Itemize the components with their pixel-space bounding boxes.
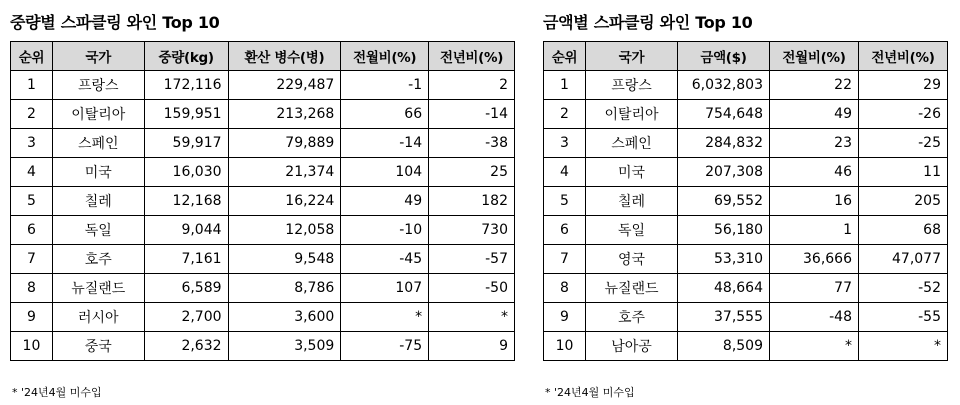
table-row bbox=[11, 303, 515, 332]
table-cell: 뉴질랜드 bbox=[586, 274, 678, 303]
table-row bbox=[11, 187, 515, 216]
table-row bbox=[544, 187, 948, 216]
table-cell: 29 bbox=[859, 71, 948, 100]
table-cell: 77 bbox=[770, 274, 859, 303]
table-cell: -55 bbox=[859, 303, 948, 332]
table-cell: 205 bbox=[859, 187, 948, 216]
table-cell: 뉴질랜드 bbox=[52, 274, 144, 303]
footnote: * '24년4월 미수입 bbox=[545, 386, 635, 399]
column-header: 전월비(%) bbox=[341, 42, 429, 71]
table-cell: -50 bbox=[429, 274, 515, 303]
table-cell: 107 bbox=[341, 274, 429, 303]
table-row bbox=[544, 303, 948, 332]
table-row bbox=[11, 71, 515, 100]
table-cell: 2 bbox=[544, 100, 586, 129]
table-row bbox=[11, 216, 515, 245]
table-cell: 2 bbox=[11, 100, 53, 129]
table-cell: 56,180 bbox=[678, 216, 770, 245]
table-cell: 6,589 bbox=[144, 274, 228, 303]
table-row bbox=[544, 245, 948, 274]
table-row bbox=[544, 332, 948, 361]
amount-ranking-table bbox=[543, 41, 948, 361]
table-cell: 프랑스 bbox=[586, 71, 678, 100]
table-cell: 7,161 bbox=[144, 245, 228, 274]
table-row bbox=[11, 245, 515, 274]
table-cell: 5 bbox=[11, 187, 53, 216]
table-row bbox=[544, 158, 948, 187]
table-cell: 3,509 bbox=[228, 332, 341, 361]
table-cell: 12,058 bbox=[228, 216, 341, 245]
table-cell: 730 bbox=[429, 216, 515, 245]
table-cell: 중국 bbox=[52, 332, 144, 361]
table-cell: 8 bbox=[11, 274, 53, 303]
column-header: 순위 bbox=[544, 42, 586, 71]
weight-ranking-table bbox=[10, 41, 515, 361]
weight-table-title: 중량별 스파클링 와인 Top 10 bbox=[10, 13, 220, 32]
table-cell: 4 bbox=[544, 158, 586, 187]
table-cell: 9 bbox=[11, 303, 53, 332]
column-header: 국가 bbox=[52, 42, 144, 71]
table-cell: 칠레 bbox=[52, 187, 144, 216]
table-cell: 79,889 bbox=[228, 129, 341, 158]
table-row bbox=[544, 129, 948, 158]
table-row bbox=[11, 158, 515, 187]
table-cell: 미국 bbox=[52, 158, 144, 187]
table-cell: 59,917 bbox=[144, 129, 228, 158]
table-cell: 미국 bbox=[586, 158, 678, 187]
table-cell: 이탈리아 bbox=[52, 100, 144, 129]
table-cell: -75 bbox=[341, 332, 429, 361]
table-cell: 69,552 bbox=[678, 187, 770, 216]
table-cell: 7 bbox=[11, 245, 53, 274]
column-header: 전년비(%) bbox=[859, 42, 948, 71]
table-cell: * bbox=[429, 303, 515, 332]
table-cell: * bbox=[770, 332, 859, 361]
table-cell: 스페인 bbox=[52, 129, 144, 158]
table-cell: 10 bbox=[544, 332, 586, 361]
table-cell: 2,632 bbox=[144, 332, 228, 361]
table-cell: -45 bbox=[341, 245, 429, 274]
table-cell: 6 bbox=[544, 216, 586, 245]
table-cell: 9 bbox=[429, 332, 515, 361]
table-cell: 16,030 bbox=[144, 158, 228, 187]
table-row bbox=[544, 71, 948, 100]
table-cell: 1 bbox=[11, 71, 53, 100]
table-cell: 68 bbox=[859, 216, 948, 245]
table-cell: -48 bbox=[770, 303, 859, 332]
table-cell: 21,374 bbox=[228, 158, 341, 187]
table-cell: -52 bbox=[859, 274, 948, 303]
table-cell: 104 bbox=[341, 158, 429, 187]
table-cell: 6 bbox=[11, 216, 53, 245]
table-cell: 프랑스 bbox=[52, 71, 144, 100]
table-cell: 9,044 bbox=[144, 216, 228, 245]
table-cell: 남아공 bbox=[586, 332, 678, 361]
table-cell: 이탈리아 bbox=[586, 100, 678, 129]
table-cell: 207,308 bbox=[678, 158, 770, 187]
table-cell: -10 bbox=[341, 216, 429, 245]
table-cell: 49 bbox=[770, 100, 859, 129]
column-header: 환산 병수(병) bbox=[228, 42, 341, 71]
table-cell: -25 bbox=[859, 129, 948, 158]
table-cell: 47,077 bbox=[859, 245, 948, 274]
footnote: * '24년4월 미수입 bbox=[12, 386, 102, 399]
table-cell: -57 bbox=[429, 245, 515, 274]
table-cell: 호주 bbox=[586, 303, 678, 332]
table-cell: 25 bbox=[429, 158, 515, 187]
table-header-row bbox=[11, 42, 515, 71]
table-row bbox=[544, 274, 948, 303]
column-header: 순위 bbox=[11, 42, 53, 71]
table-cell: 284,832 bbox=[678, 129, 770, 158]
table-cell: 1 bbox=[770, 216, 859, 245]
table-cell: 11 bbox=[859, 158, 948, 187]
table-cell: 159,951 bbox=[144, 100, 228, 129]
column-header: 금액($) bbox=[678, 42, 770, 71]
table-cell: 6,032,803 bbox=[678, 71, 770, 100]
table-cell: 호주 bbox=[52, 245, 144, 274]
table-cell: * bbox=[341, 303, 429, 332]
table-cell: 스페인 bbox=[586, 129, 678, 158]
table-cell: 16,224 bbox=[228, 187, 341, 216]
table-cell: 213,268 bbox=[228, 100, 341, 129]
column-header: 전년비(%) bbox=[429, 42, 515, 71]
table-cell: 16 bbox=[770, 187, 859, 216]
table-cell: 53,310 bbox=[678, 245, 770, 274]
table-row bbox=[11, 129, 515, 158]
table-cell: -1 bbox=[341, 71, 429, 100]
table-cell: * bbox=[859, 332, 948, 361]
table-cell: 48,664 bbox=[678, 274, 770, 303]
table-cell: 칠레 bbox=[586, 187, 678, 216]
table-cell: 182 bbox=[429, 187, 515, 216]
table-cell: 9 bbox=[544, 303, 586, 332]
table-cell: 영국 bbox=[586, 245, 678, 274]
table-cell: 9,548 bbox=[228, 245, 341, 274]
table-row bbox=[544, 100, 948, 129]
table-cell: 172,116 bbox=[144, 71, 228, 100]
table-cell: 12,168 bbox=[144, 187, 228, 216]
table-cell: 5 bbox=[544, 187, 586, 216]
table-cell: -14 bbox=[429, 100, 515, 129]
table-cell: 8,786 bbox=[228, 274, 341, 303]
table-row bbox=[11, 274, 515, 303]
table-cell: 8 bbox=[544, 274, 586, 303]
table-cell: 3,600 bbox=[228, 303, 341, 332]
column-header: 전월비(%) bbox=[770, 42, 859, 71]
table-cell: -26 bbox=[859, 100, 948, 129]
table-cell: 754,648 bbox=[678, 100, 770, 129]
table-cell: 3 bbox=[11, 129, 53, 158]
table-cell: 독일 bbox=[52, 216, 144, 245]
table-cell: 22 bbox=[770, 71, 859, 100]
column-header: 국가 bbox=[586, 42, 678, 71]
table-cell: -14 bbox=[341, 129, 429, 158]
table-cell: 8,509 bbox=[678, 332, 770, 361]
table-cell: 2,700 bbox=[144, 303, 228, 332]
table-cell: 1 bbox=[544, 71, 586, 100]
column-header: 중량(kg) bbox=[144, 42, 228, 71]
table-cell: 3 bbox=[544, 129, 586, 158]
table-cell: 229,487 bbox=[228, 71, 341, 100]
table-cell: 2 bbox=[429, 71, 515, 100]
table-cell: 49 bbox=[341, 187, 429, 216]
table-cell: 37,555 bbox=[678, 303, 770, 332]
table-cell: 46 bbox=[770, 158, 859, 187]
table-cell: 66 bbox=[341, 100, 429, 129]
table-cell: 23 bbox=[770, 129, 859, 158]
amount-table-title: 금액별 스파클링 와인 Top 10 bbox=[543, 13, 753, 32]
table-header-row bbox=[544, 42, 948, 71]
table-cell: 독일 bbox=[586, 216, 678, 245]
table-cell: 7 bbox=[544, 245, 586, 274]
table-cell: 4 bbox=[11, 158, 53, 187]
table-cell: 10 bbox=[11, 332, 53, 361]
table-row bbox=[11, 332, 515, 361]
table-row bbox=[11, 100, 515, 129]
table-cell: 36,666 bbox=[770, 245, 859, 274]
table-row bbox=[544, 216, 948, 245]
table-cell: 러시아 bbox=[52, 303, 144, 332]
table-cell: -38 bbox=[429, 129, 515, 158]
